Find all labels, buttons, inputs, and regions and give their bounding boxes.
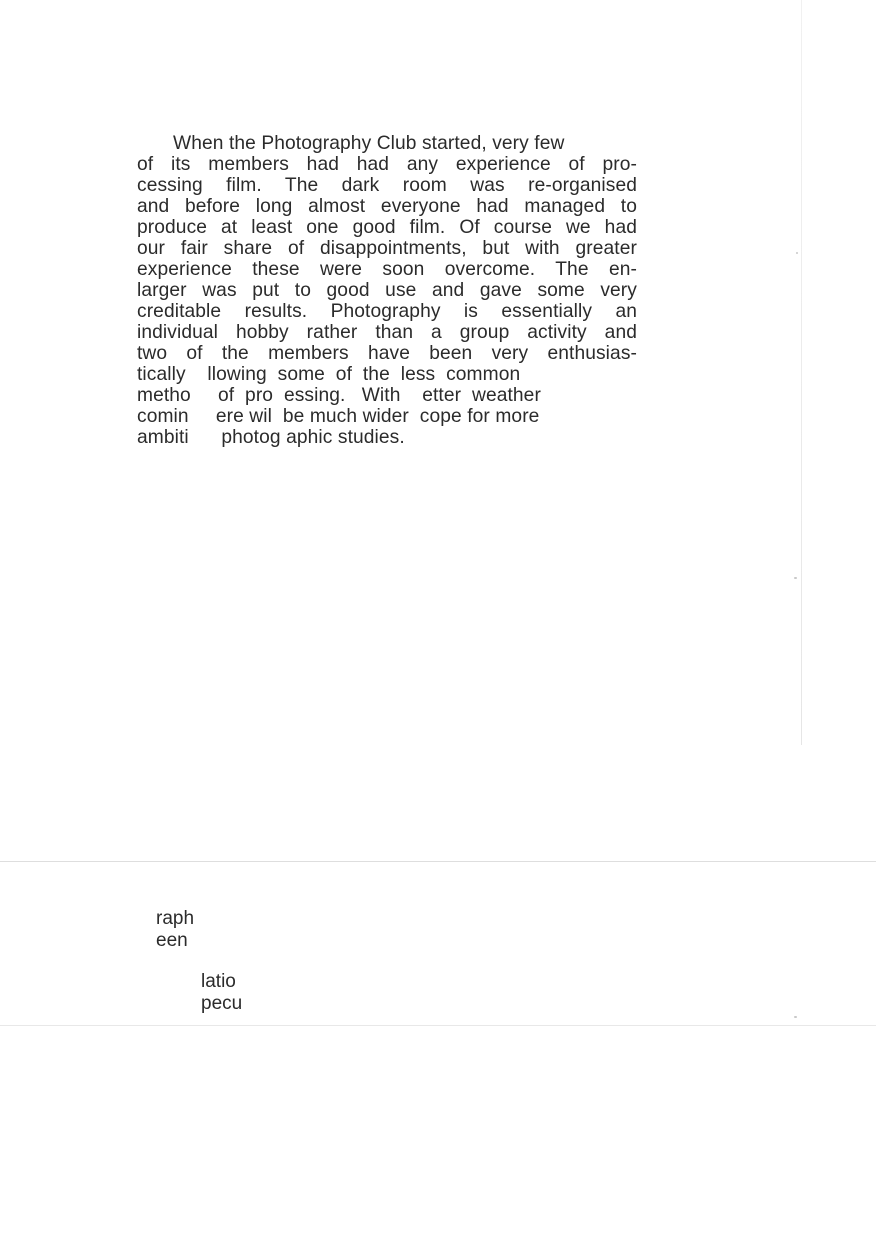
scan-speck <box>796 252 798 254</box>
text-fragment: een <box>156 930 188 951</box>
text-fragment: pecu <box>201 993 243 1014</box>
fold-line <box>0 861 876 862</box>
paragraph-line: tically llowing some of the less common <box>137 364 521 385</box>
text-fragment: raph <box>156 908 195 929</box>
paragraph-line: individual hobby rather than a group activity and <box>137 322 637 343</box>
paragraph-line: cessing film. The dark room was re-organised <box>137 175 637 196</box>
paragraph-line: of its members had had any experience of pro- <box>137 154 637 175</box>
paragraph-line: comin ere wil be much wider cope for more <box>137 406 540 427</box>
paragraph-line: ambiti photog aphic studies. <box>137 427 405 448</box>
paragraph-line: and before long almost everyone had managed to <box>137 196 637 217</box>
page-edge-shadow <box>801 0 802 745</box>
fold-line <box>0 1025 876 1026</box>
paragraph-line: two of the members have been very enthusias- <box>137 343 637 364</box>
paragraph-line: our fair share of disappointments, but with greater <box>137 238 637 259</box>
text-fragment: latio <box>201 971 236 992</box>
scan-speck <box>794 577 797 579</box>
scan-speck <box>794 1016 797 1018</box>
paragraph-line: larger was put to good use and gave some very <box>137 280 637 301</box>
paragraph-line: metho of pro essing. With etter weather <box>137 385 541 406</box>
club-report-paragraph <box>137 133 637 448</box>
paragraph-line: creditable results. Photography is essentially an <box>137 301 637 322</box>
paragraph-line: When the Photography Club started, very few <box>173 133 565 154</box>
paragraph-line: produce at least one good film. Of course we had <box>137 217 637 238</box>
paragraph-line: experience these were soon overcome. The en- <box>137 259 637 280</box>
